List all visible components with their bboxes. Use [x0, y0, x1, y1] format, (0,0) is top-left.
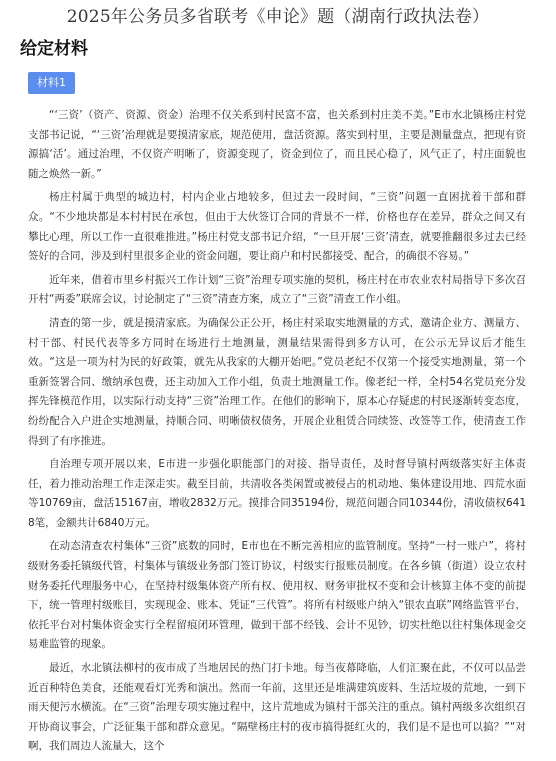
paragraph: 杨庄村属于典型的城边村，村内企业占地较多，但过去一段时间，“三资”问题一直困扰着干部和群众。“不少地块都是本村村民在承包，但由于大伙签订合同的背景不一样，价格也存在差异，群众之间又有攀比心理，所以工作一直很难推进。”杨庄村党支部书记介绍，“一旦开展‘三资’清查，就要推翻很多过去已经签好的合同，涉及到村里很多企业的资金问题，要让商户和村民都接受、配合，的确很不容易。” [28, 191, 526, 263]
paragraph: 自治理专项开展以来，E市进一步强化职能部门的对接、指导责任，及时督导镇村两级落实好主体责任，着力推动治理工作走深走实。截至目前，共清收各类闲置或被侵占的机动地、集体建设用地、四荒水面等10769亩，盘活15167亩，增收2832万元。摸排合同35194份，规范问题合同10344份，清收债权6418笔，金额共计6840万元。 [28, 458, 526, 529]
paragraph: 近年来，借着市里乡村振兴工作计划“三资”治理专项实施的契机，杨庄村在市农业农村局指导下多次召开村“两委”联席会议，讨论制定了“三资”清查方案，成立了“三资”清查工作小组。 [28, 273, 526, 306]
paragraph: 在动态清查农村集体“三资”底数的同时，E市也在不断完善相应的监管制度。坚持“一村一账户”，将村级财务委托镇级代管，村集体与镇级业务部门签订协议，村级实行报账员制度。在各乡镇（街道）设立农村财务委托代理服务中心，在坚持村级集体资产所有权、使用权、财务审批权不变和会计核算主体不变的前提下，统一管理村级账目，实现现金、账本、凭证“三代管”。将所有村级账户纳入“银农直联”网络监管平台，依托平台对村集体资金实行全程留痕闭环管理，做到干部不经钱、会计不见钞，切实杜绝以往村集体现金交易难监管的现象。 [28, 540, 526, 651]
paragraph: “‘三资’（资产、资源、资金）治理不仅关系到村民富不富，也关系到村庄美不美。”E市水北镇杨庄村党支部书记说，“‘三资’治理就是要摸清家底，规范使用，盘活资源。落实到村里，主要是测量盘点，把现有资源搞‘活’。通过治理，不仅资产明晰了，资源变现了，资金到位了，而且民心稳了，风气正了，村庄面貌也随之焕然一新。” [28, 109, 526, 180]
paragraph: 清查的第一步，就是摸清家底。为确保公正公开，杨庄村采取实地测量的方式，邀请企业方、测量方、村干部、村民代表等多方同时在场进行土地测量，测量结果需得到多方认可，在公示无异议后才能生效。“这是一项为村为民的好政策，就先从我家的大棚开始吧。”党员老纪不仅第一个接受实地测量，第一个重新签署合同、缴纳承包费，还主动加入工作小组，负责土地测量工作。像老纪一样，全村54名党员充分发挥先锋模范作用，以实际行动支持“三资”治理工作。在他们的影响下，原本心存疑虑的村民逐渐转变态度，纷纷配合入户进企实地测量，持顺合同、明晰债权债务，开展企业租赁合同续签、改签等工作，使清查工作得到了有序推进。 [28, 316, 526, 447]
paragraph: 最近，水北镇法柳村的夜市成了当地居民的热门打卡地。每当夜幕降临，人们汇聚在此，不仅可以品尝近百种特色美食，还能观看灯光秀和演出。然而一年前，这里还是堆满建筑废料、生活垃圾的荒地，一到下雨天便污水横流。在“三资”治理专项实施过程中，这片荒地成为镇村干部关注的重点。镇村两级多次组织召开协商议事会，广泛征集干部和群众意见。“隔壁杨庄村的夜市搞得挺红火的，我们是不是也可以搞？”“对啊，我们周边人流量大，这个 [28, 662, 526, 753]
section-heading: 给定材料 [20, 39, 88, 59]
material-tag: 材料1 [28, 72, 75, 94]
document-title: 2025年公务员多省联考《申论》题（湖南行政执法卷） [66, 7, 490, 27]
material-body [28, 106, 526, 761]
